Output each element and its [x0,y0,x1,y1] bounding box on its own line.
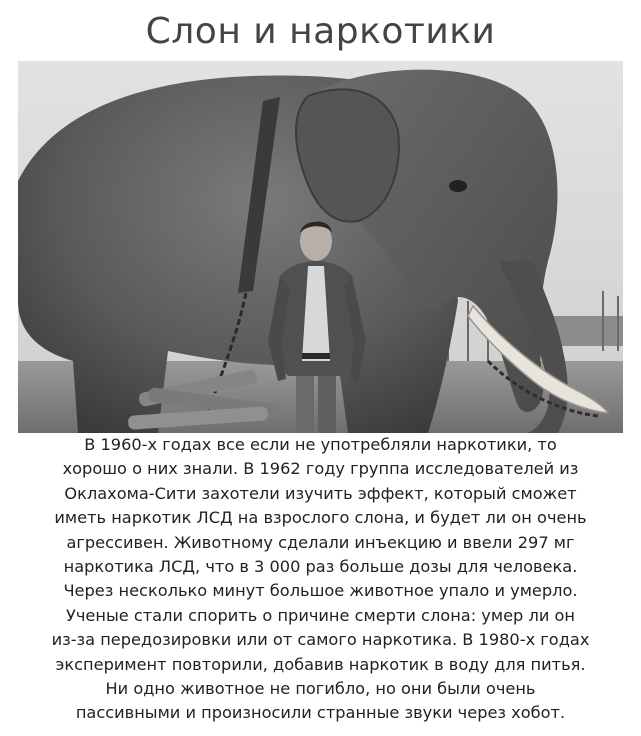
caption-line: Ни одно животное не погибло, но они были очень [105,679,536,699]
caption-text [14,433,627,726]
caption-line: хорошо о них знали. В 1962 году группа исследователей из [62,459,579,479]
page-title: Слон и наркотики [145,11,496,52]
caption-line: Ученые стали спорить о причине смерти слона: умер ли он [66,605,575,625]
elephant-photo [18,61,623,433]
caption-line: иметь наркотик ЛСД на взрослого слона, и будет ли он очень [54,508,587,528]
caption-line: Через несколько минут большое животное упало и умерло. [63,581,578,601]
caption-line: из-за передозировки или от самого наркотика. В 1980-х годах [51,630,590,650]
caption-line: пассивными и произносили странные звуки через хобот. [75,703,566,723]
elephant-eye [449,180,467,192]
caption-line: агрессивен. Животному сделали инъекцию и ввели 297 мг [66,532,575,552]
caption-line: наркотика ЛСД, что в 3 000 раз больше дозы для человека. [63,557,578,577]
caption-line: эксперимент повторили, добавив наркотик в воду для питья. [55,654,586,674]
caption-line: Оклахома-Сити захотели изучить эффект, который сможет [64,483,577,503]
elephant-photo-illustration [18,61,623,433]
caption-line: В 1960-х годах все если не употребляли наркотики, то [84,435,557,454]
